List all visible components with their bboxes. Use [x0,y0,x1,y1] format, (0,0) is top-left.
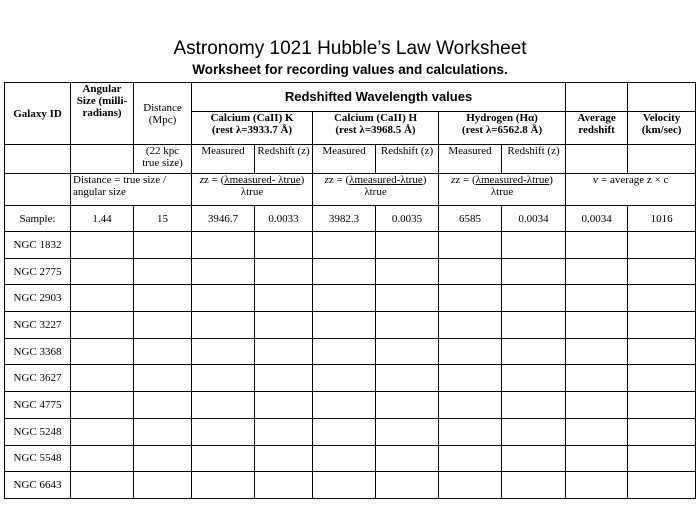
h-redshift-entry-cell[interactable] [502,338,566,365]
galaxy-row [5,472,696,499]
cah-formula-numerator: λmeasured-λtrue [349,174,423,186]
header-velocity: Velocity (km/sec) [628,112,696,145]
cak-formula-denominator: λtrue [240,186,264,198]
angular-size-entry-cell[interactable] [71,445,134,472]
angular-size-entry-cell[interactable] [71,232,134,259]
distance-entry-cell[interactable] [134,285,192,312]
hydrogen-rest: (rest λ=6562.8 Å) [461,124,543,136]
galaxy-row [5,258,696,285]
sample-cah-redshift: 0.0035 [376,206,439,232]
cah-formula-denominator: λtrue [364,186,387,198]
sample-cah-measured: 3982.3 [313,206,376,232]
cak-formula-numerator: λmeasured- λtrue [224,174,301,186]
cah-measured-entry-cell[interactable] [313,258,376,285]
average-redshift-entry-cell[interactable] [566,232,628,259]
average-redshift-entry-cell[interactable] [566,445,628,472]
sample-cak-measured: 3946.7 [192,206,255,232]
velocity-entry-cell[interactable] [628,232,696,259]
cah-measured-entry-cell[interactable] [313,232,376,259]
cah-redshift-entry-cell[interactable] [376,392,439,419]
cah-redshift-entry-cell[interactable] [376,445,439,472]
header-hydrogen [439,112,566,145]
h-redshift-entry-cell[interactable] [502,472,566,499]
header-cah [313,112,439,145]
cah-measured-entry-cell[interactable] [313,418,376,445]
h-measured-entry-cell[interactable] [439,445,502,472]
h-redshift-entry-cell[interactable] [502,232,566,259]
cak-measured-entry-cell[interactable] [192,472,255,499]
cak-redshift-entry-cell[interactable] [255,258,313,285]
header-distance: Distance (Mpc) [134,83,192,145]
header-cak [192,112,313,145]
galaxy-id-cell: NGC 3627 [5,365,71,392]
distance-entry-cell[interactable] [134,472,192,499]
velocity-formula: v = average z × c [566,174,696,206]
sample-cak-redshift: 0.0033 [255,206,313,232]
cak-measured-entry-cell[interactable] [192,365,255,392]
cak-redshift-entry-cell[interactable] [255,285,313,312]
cak-redshift-entry-cell[interactable] [255,365,313,392]
velocity-entry-cell[interactable] [628,312,696,339]
average-redshift-entry-cell[interactable] [566,338,628,365]
cah-redshift-entry-cell[interactable] [376,258,439,285]
cah-redshift-entry-cell[interactable] [376,338,439,365]
galaxy-id-cell: NGC 5248 [5,418,71,445]
cah-measured-entry-cell[interactable] [313,285,376,312]
h-measured-entry-cell[interactable] [439,418,502,445]
cah-redshift-entry-cell[interactable] [376,285,439,312]
header-average-redshift: Average redshift [566,112,628,145]
distance-entry-cell[interactable] [134,418,192,445]
galaxy-id-cell: NGC 1832 [5,232,71,259]
average-redshift-entry-cell[interactable] [566,365,628,392]
cak-redshift-entry-cell[interactable] [255,418,313,445]
cak-measured-entry-cell[interactable] [192,392,255,419]
h-redshift-entry-cell[interactable] [502,445,566,472]
sample-h-measured: 6585 [439,206,502,232]
galaxy-id-cell: NGC 3368 [5,338,71,365]
cah-name: Calcium (CaII) H [333,112,418,124]
sample-label: Sample: [5,206,71,232]
galaxy-row [5,285,696,312]
cah-redshift-entry-cell[interactable] [376,472,439,499]
distance-entry-cell[interactable] [134,338,192,365]
sample-velocity: 1016 [628,206,696,232]
cah-formula: zz = (λmeasured-λtrue) λtrue [313,174,439,206]
hydrogen-name: Hydrogen (Hα) [466,112,538,124]
h-redshift-entry-cell[interactable] [502,258,566,285]
angular-size-entry-cell[interactable] [71,312,134,339]
sample-distance: 15 [134,206,192,232]
cak-measured-entry-cell[interactable] [192,285,255,312]
h-redshift-entry-cell[interactable] [502,392,566,419]
angular-size-entry-cell[interactable] [71,258,134,285]
distance-entry-cell[interactable] [134,392,192,419]
cak-redshift-label: Redshift (z) [255,145,313,174]
h-formula-denominator: λtrue [490,186,514,198]
cak-name: Calcium (CaII) K [210,112,294,124]
distance-note: (22 kpc true size) [134,145,192,174]
distance-entry-cell[interactable] [134,232,192,259]
angular-size-entry-cell[interactable] [71,365,134,392]
velocity-entry-cell[interactable] [628,285,696,312]
cah-redshift-entry-cell[interactable] [376,312,439,339]
sample-h-redshift: 0.0034 [502,206,566,232]
angular-size-entry-cell[interactable] [71,472,134,499]
galaxy-row [5,445,696,472]
galaxy-id-cell: NGC 2775 [5,258,71,285]
h-measured-entry-cell[interactable] [439,232,502,259]
h-redshift-entry-cell[interactable] [502,418,566,445]
cah-redshift-entry-cell[interactable] [376,365,439,392]
page-title: Astronomy 1021 Hubble’s Law Worksheet [173,38,527,59]
velocity-entry-cell[interactable] [628,418,696,445]
velocity-entry-cell[interactable] [628,258,696,285]
velocity-entry-cell[interactable] [628,445,696,472]
distance-entry-cell[interactable] [134,312,192,339]
cah-redshift-entry-cell[interactable] [376,232,439,259]
h-formula-numerator: λmeasured-λtrue [475,174,550,186]
average-redshift-entry-cell[interactable] [566,392,628,419]
cah-redshift-entry-cell[interactable] [376,418,439,445]
distance-entry-cell[interactable] [134,365,192,392]
galaxy-row [5,365,696,392]
h-formula: zz = (λmeasured-λtrue) λtrue [439,174,566,206]
cak-redshift-entry-cell[interactable] [255,312,313,339]
cah-measured-entry-cell[interactable] [313,445,376,472]
galaxy-id-cell: NGC 2903 [5,285,71,312]
average-redshift-entry-cell[interactable] [566,472,628,499]
h-redshift-entry-cell[interactable] [502,285,566,312]
h-measured-entry-cell[interactable] [439,472,502,499]
average-redshift-entry-cell[interactable] [566,258,628,285]
distance-formula: Distance = true size / angular size [71,174,192,206]
galaxy-row [5,232,696,259]
cah-measured-entry-cell[interactable] [313,472,376,499]
header-galaxy-id: Galaxy ID [5,83,71,145]
cah-measured-entry-cell[interactable] [313,365,376,392]
sample-angular-size: 1.44 [71,206,134,232]
h-measured-entry-cell[interactable] [439,365,502,392]
formula-row [5,174,696,206]
h-measured-label: Measured [439,145,502,174]
angular-size-entry-cell[interactable] [71,392,134,419]
header-angular-size: Angular Size (milli-radians) [71,83,134,145]
velocity-entry-cell[interactable] [628,472,696,499]
h-redshift-entry-cell[interactable] [502,312,566,339]
worksheet-table [4,82,696,499]
cak-redshift-entry-cell[interactable] [255,338,313,365]
cah-measured-entry-cell[interactable] [313,392,376,419]
h-measured-entry-cell[interactable] [439,392,502,419]
h-measured-entry-cell[interactable] [439,338,502,365]
cak-measured-label: Measured [192,145,255,174]
galaxy-id-cell: NGC 6643 [5,472,71,499]
sample-row [5,206,696,232]
header-row-3 [5,145,696,174]
average-redshift-entry-cell[interactable] [566,418,628,445]
cah-measured-entry-cell[interactable] [313,312,376,339]
cak-measured-entry-cell[interactable] [192,232,255,259]
h-redshift-entry-cell[interactable] [502,365,566,392]
h-redshift-label: Redshift (z) [502,145,566,174]
h-measured-entry-cell[interactable] [439,285,502,312]
velocity-entry-cell[interactable] [628,365,696,392]
cak-redshift-entry-cell[interactable] [255,232,313,259]
header-empty-avg [566,83,628,112]
cah-redshift-label: Redshift (z) [376,145,439,174]
average-redshift-entry-cell[interactable] [566,285,628,312]
cak-measured-entry-cell[interactable] [192,312,255,339]
header-redshifted-group: Redshifted Wavelength values [192,83,566,112]
cak-rest: (rest λ=3933.7 Å) [211,124,293,136]
distance-entry-cell[interactable] [134,258,192,285]
distance-entry-cell[interactable] [134,445,192,472]
page-subtitle: Worksheet for recording values and calculations. [192,62,508,77]
galaxy-row [5,392,696,419]
angular-size-entry-cell[interactable] [71,338,134,365]
h-measured-entry-cell[interactable] [439,258,502,285]
h-measured-entry-cell[interactable] [439,312,502,339]
header-empty-vel [628,83,696,112]
cak-formula: zz = (λmeasured- λtrue) λtrue [192,174,313,206]
cak-measured-entry-cell[interactable] [192,258,255,285]
velocity-entry-cell[interactable] [628,392,696,419]
cah-measured-label: Measured [313,145,376,174]
sample-average-redshift: 0.0034 [566,206,628,232]
cak-measured-entry-cell[interactable] [192,338,255,365]
cak-measured-entry-cell[interactable] [192,418,255,445]
header-row-1 [5,83,696,112]
angular-size-entry-cell[interactable] [71,418,134,445]
cak-redshift-entry-cell[interactable] [255,472,313,499]
cak-measured-entry-cell[interactable] [192,445,255,472]
galaxy-row [5,312,696,339]
velocity-entry-cell[interactable] [628,338,696,365]
galaxy-id-cell: NGC 3227 [5,312,71,339]
galaxy-id-cell: NGC 5548 [5,445,71,472]
cak-redshift-entry-cell[interactable] [255,445,313,472]
average-redshift-entry-cell[interactable] [566,312,628,339]
cak-redshift-entry-cell[interactable] [255,392,313,419]
galaxy-id-cell: NGC 4775 [5,392,71,419]
angular-size-entry-cell[interactable] [71,285,134,312]
galaxy-row [5,338,696,365]
cah-measured-entry-cell[interactable] [313,338,376,365]
galaxy-row [5,418,696,445]
cah-rest: (rest λ=3968.5 Å) [335,124,416,136]
